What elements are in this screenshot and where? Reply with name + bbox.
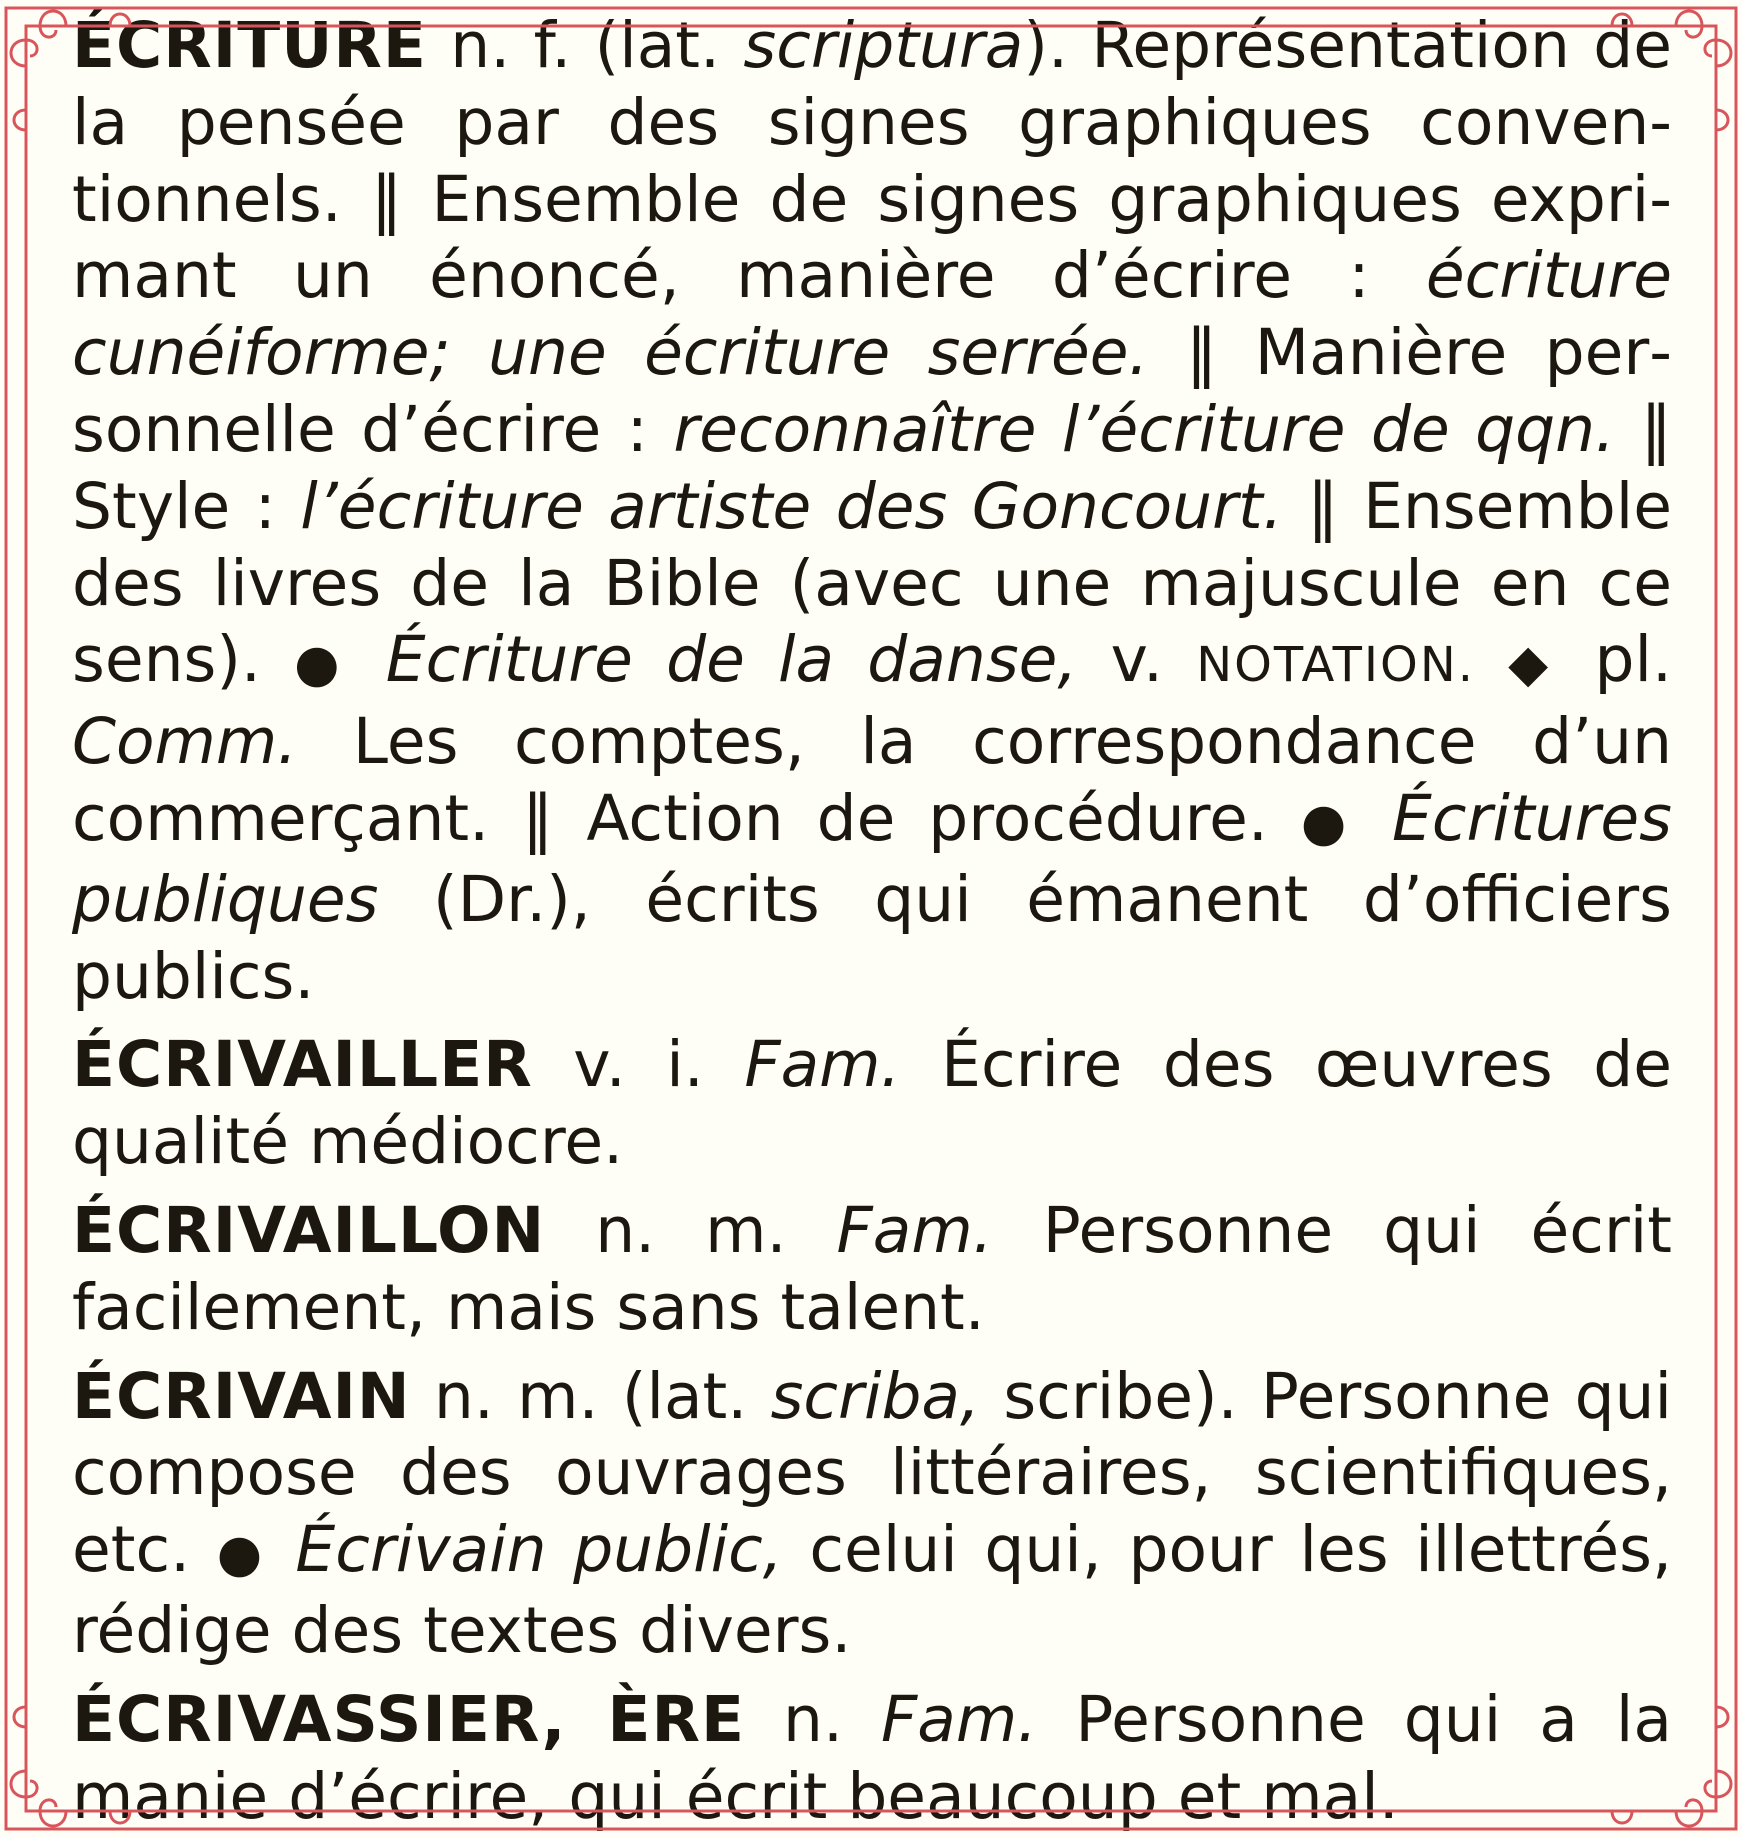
italic-text: reconnaître l’écriture de qqn. — [673, 392, 1616, 466]
definition-text: Personne qui écrit facilement, mais sans talent. — [72, 1193, 1672, 1344]
entry-headword: ÉCRIVAILLER — [72, 1028, 533, 1102]
definition-text: v. i. — [532, 1028, 745, 1102]
definition-text: Style : — [72, 469, 301, 543]
definition-text — [1615, 393, 1640, 466]
definition-text: Personne qui a la manie d’écrire, qui écrit beaucoup et mal. — [72, 1682, 1672, 1833]
italic-text: Écrivain public, — [295, 1513, 783, 1587]
definition-text: celui qui, pour les illettrés, rédige des textes divers. — [72, 1513, 1672, 1667]
bullet-icon: ● — [1300, 792, 1360, 853]
definition-text: n. — [745, 1682, 882, 1756]
definition-text: Ensemble des livres de la Bible (avec une majuscule en ce sens). — [72, 469, 1673, 697]
dictionary-entry — [72, 1682, 1672, 1836]
dictionary-entry — [72, 1193, 1672, 1347]
entry-headword: ÉCRIVAIN — [72, 1359, 411, 1433]
dictionary-entry — [72, 8, 1672, 1015]
definition-text — [1149, 316, 1186, 389]
definition-text: pl. — [1561, 623, 1672, 697]
sense-separator: ‖ — [522, 781, 554, 855]
definition-text — [1283, 470, 1307, 543]
definition-text: n. m. — [545, 1193, 837, 1267]
bullet-icon: ● — [216, 1524, 269, 1585]
italic-text: Fam. — [836, 1193, 993, 1267]
italic-text: Comm. — [72, 705, 298, 779]
cross-reference: NOTATION. — [1196, 637, 1475, 694]
italic-text: scriba, — [770, 1359, 981, 1433]
entry-headword: ÉCRIVAILLON — [72, 1193, 546, 1267]
definition-text: (Dr.), écrits qui émanent d’officiers publics. — [72, 862, 1672, 1013]
entry-definition — [72, 9, 1672, 1013]
definition-text: Manière personnelle d’écrire : — [72, 316, 1672, 466]
definition-text — [1475, 623, 1508, 696]
italic-text: Écritures publiques — [72, 781, 1673, 936]
definition-text: v. — [1077, 623, 1197, 697]
dictionary-entry — [72, 1027, 1672, 1181]
italic-text: l’écriture artiste des Goncourt. — [300, 469, 1283, 543]
definition-text: Les comptes, la correspondance d’un commerçant. — [72, 705, 1672, 855]
definition-text — [269, 1513, 296, 1586]
entry-headword: ÉCRIVASSIER, ÈRE — [72, 1682, 745, 1756]
definition-text — [353, 623, 386, 696]
sense-separator: ‖ — [370, 162, 403, 236]
definition-text: scribe). Personne qui compose des ouvrages littéraires, scientifiques, etc. — [72, 1359, 1672, 1587]
dictionary-column — [72, 8, 1672, 1847]
definition-text: ). Représentation de la pensée par des signes graphiques conventionnels. — [72, 9, 1672, 236]
bullet-icon: ● — [294, 634, 353, 695]
italic-text: écriture cunéiforme; une écriture serrée. — [72, 239, 1672, 390]
diamond-icon: ◆ — [1508, 634, 1562, 695]
italic-text: Fam. — [744, 1028, 901, 1102]
entry-headword: ÉCRITURE — [72, 9, 427, 82]
italic-text: Fam. — [881, 1682, 1038, 1756]
italic-text: scriptura — [743, 9, 1024, 82]
definition-text: Ensemble de signes graphiques exprimant un énoncé, manière d’écrire : — [72, 162, 1673, 313]
definition-text: Action de procédure. — [553, 781, 1301, 855]
definition-text: Écrire des œuvres de qualité médiocre. — [72, 1028, 1672, 1179]
sense-separator: ‖ — [1640, 392, 1672, 466]
sense-separator: ‖ — [1307, 469, 1339, 543]
definition-text: n. m. (lat. — [410, 1359, 771, 1433]
italic-text: Écriture de la danse, — [385, 623, 1078, 697]
sense-separator: ‖ — [1185, 316, 1218, 390]
definition-text — [1359, 782, 1392, 855]
dictionary-entry — [72, 1359, 1672, 1670]
definition-text: n. f. (lat. — [426, 9, 744, 82]
